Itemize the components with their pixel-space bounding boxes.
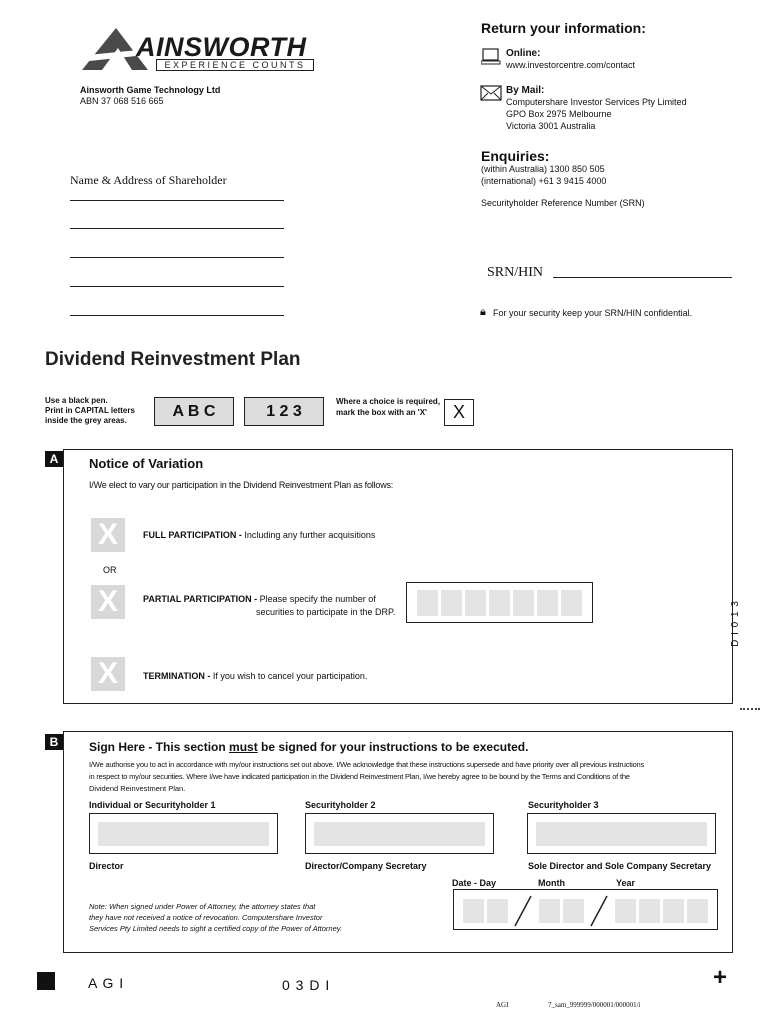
registration-square [37, 972, 55, 990]
registration-plus: + [713, 964, 728, 991]
holder-1-label: Individual or Securityholder 1 [89, 800, 216, 810]
signature-area-1[interactable] [98, 822, 269, 846]
partial-participation-label [143, 594, 376, 604]
securities-digit-cell[interactable] [441, 590, 462, 616]
address-line-1[interactable] [70, 200, 284, 201]
tick-mark [740, 708, 760, 710]
poa-note-1: Note: When signed under Power of Attorney, the attorney states that [89, 902, 316, 911]
authorisation-para-2: in respect to my/our securities. Where I/we have indicated participation in the Dividend Reinvestment Plan, I/we hereby agree to be bound by the Terms and Conditions of the [89, 772, 630, 781]
holder-2-label: Securityholder 2 [305, 800, 376, 810]
date-year-cell[interactable] [639, 899, 660, 923]
example-numbers-box: 1 2 3 [244, 397, 324, 426]
online-label: Online: [506, 48, 541, 59]
termination-checkbox[interactable]: X [91, 657, 125, 691]
date-month-cell[interactable] [539, 899, 560, 923]
partial-participation-rest: Please specify the number of [257, 594, 376, 604]
section-a-title: Notice of Variation [89, 456, 204, 471]
signature-box-1[interactable] [89, 813, 278, 854]
mail-label: By Mail: [506, 85, 545, 96]
footer-code-left: A G I [88, 975, 125, 991]
side-form-code: D I 0 1 3 [729, 600, 741, 647]
securities-digit-cell[interactable] [489, 590, 510, 616]
form-title: Dividend Reinvestment Plan [45, 349, 301, 370]
signature-box-2[interactable] [305, 813, 494, 854]
company-name: Ainsworth Game Technology Ltd [80, 85, 221, 95]
partial-participation-checkbox[interactable]: X [91, 585, 125, 619]
section-b-title-1: Sign Here - This section [89, 740, 230, 754]
footer-small-code: AGI [496, 1001, 509, 1009]
address-line-5[interactable] [70, 315, 284, 316]
signature-box-3[interactable] [527, 813, 716, 854]
address-line-2[interactable] [70, 228, 284, 229]
company-logo [78, 26, 318, 78]
enquiries-line-2: (international) +61 3 9415 4000 [481, 176, 607, 186]
securities-digit-cell[interactable] [513, 590, 534, 616]
or-label: OR [103, 565, 117, 575]
mail-line-1: Computershare Investor Services Pty Limited [506, 97, 687, 107]
date-day-cell[interactable] [463, 899, 484, 923]
enquiries-title: Enquiries: [481, 148, 550, 164]
security-note: For your security keep your SRN/HIN confidential. [493, 308, 693, 318]
securities-number-field[interactable] [406, 582, 593, 623]
instruction-line-1: Use a black pen. [45, 396, 108, 405]
full-participation-label [143, 530, 375, 540]
section-b-title [89, 740, 528, 754]
instruction-line-3: inside the grey areas. [45, 416, 127, 425]
footer-small-sequence: 7_sam_999999/000001/000001/i [548, 1001, 641, 1009]
date-field[interactable] [453, 889, 718, 930]
footer-code-mid: 0 3 D I [282, 977, 331, 993]
poa-note-3: Services Pty Limited needs to sight a certified copy of the Power of Attorney. [89, 924, 343, 933]
role-1-label: Director [89, 861, 124, 871]
role-3-label: Sole Director and Sole Company Secretary [528, 861, 712, 871]
authorisation-para-1: I/We authorise you to act in accordance with my/our instructions set out above. I/We acknowledge that these instructions supersede and have priority over all previous instructions [89, 760, 645, 769]
srn-reference-label: Securityholder Reference Number (SRN) [481, 198, 645, 208]
date-month-label: Month [538, 878, 565, 888]
date-year-cell[interactable] [687, 899, 708, 923]
enquiries-line-1: (within Australia) 1300 850 505 [481, 164, 605, 174]
logo-word: AINSWORTH [136, 32, 307, 62]
signature-area-2[interactable] [314, 822, 485, 846]
role-2-label: Director/Company Secretary [305, 861, 427, 871]
date-day-cell[interactable] [487, 899, 508, 923]
section-b-letter: B [45, 734, 63, 750]
section-b-title-2: be signed for your instructions to be executed. [257, 740, 529, 754]
choice-instruction-2: mark the box with an 'X' [336, 408, 427, 417]
date-year-label: Year [616, 878, 636, 888]
mail-line-2: GPO Box 2975 Melbourne [506, 109, 612, 119]
full-participation-bold: FULL PARTICIPATION - [143, 530, 242, 540]
partial-participation-line-2: securities to participate in the DRP. [256, 607, 396, 617]
computer-icon [481, 48, 501, 66]
date-day-label: Date - Day [452, 878, 497, 888]
mail-line-3: Victoria 3001 Australia [506, 121, 596, 131]
address-line-3[interactable] [70, 257, 284, 258]
securities-digit-cell[interactable] [537, 590, 558, 616]
securities-digit-cell[interactable] [465, 590, 486, 616]
choice-instruction-1: Where a choice is required, [336, 397, 441, 406]
date-separator-slash [588, 894, 610, 928]
termination-label [143, 671, 367, 681]
poa-note-2: they have not received a notice of revocation. Computershare Investor [89, 913, 323, 922]
company-abn: ABN 37 068 516 665 [80, 96, 164, 106]
date-year-cell[interactable] [615, 899, 636, 923]
example-letters-box: A B C [154, 397, 234, 426]
holder-3-label: Securityholder 3 [528, 800, 599, 810]
srn-hin-label: SRN/HIN [487, 265, 544, 280]
section-b-title-must: must [229, 740, 258, 754]
partial-participation-bold: PARTIAL PARTICIPATION - [143, 594, 258, 604]
date-month-cell[interactable] [563, 899, 584, 923]
termination-bold: TERMINATION - [143, 671, 211, 681]
envelope-icon [480, 85, 502, 101]
srn-hin-line[interactable] [553, 277, 732, 278]
termination-rest: If you wish to cancel your participation. [210, 671, 368, 681]
authorisation-para-3: Dividend Reinvestment Plan. [89, 784, 186, 793]
section-a-intro: I/We elect to vary our participation in the Dividend Reinvestment Plan as follows: [89, 480, 394, 490]
example-x-box: X [444, 399, 474, 426]
return-info-title: Return your information: [481, 20, 646, 36]
logo-tagline: EXPERIENCE COUNTS [156, 59, 314, 71]
full-participation-checkbox[interactable]: X [91, 518, 125, 552]
full-participation-rest: Including any further acquisitions [241, 530, 376, 540]
date-year-cell[interactable] [663, 899, 684, 923]
section-a-letter: A [45, 451, 63, 467]
securities-digit-cell[interactable] [417, 590, 438, 616]
lock-icon: 🔒︎ [480, 306, 486, 318]
securities-digit-cell[interactable] [561, 590, 582, 616]
address-line-4[interactable] [70, 286, 284, 287]
instruction-line-2: Print in CAPITAL letters [45, 406, 135, 415]
online-url[interactable]: www.investorcentre.com/contact [506, 60, 636, 70]
date-separator-slash [512, 894, 534, 928]
shareholder-label: Name & Address of Shareholder [70, 173, 227, 187]
signature-area-3[interactable] [536, 822, 707, 846]
